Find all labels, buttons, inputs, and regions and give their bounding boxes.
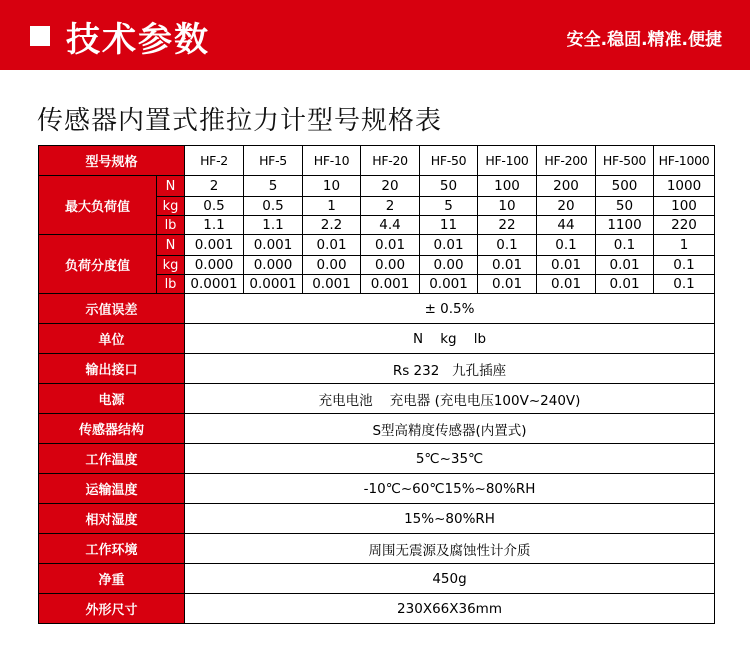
spec-label-cell: 传感器结构	[39, 414, 185, 444]
value-cell: 2.2	[303, 216, 361, 235]
spec-row	[39, 474, 715, 504]
spec-value-cell: 450g	[185, 564, 715, 594]
value-cell: 0.00	[420, 256, 478, 275]
banner-title: 技术参数	[66, 20, 210, 60]
spec-row	[39, 414, 715, 444]
value-cell: 1.1	[244, 216, 303, 235]
value-cell: 0.001	[420, 275, 478, 294]
value-cell: 22	[478, 216, 537, 235]
spec-row	[39, 504, 715, 534]
value-cell: 220	[654, 216, 715, 235]
spec-row	[39, 594, 715, 624]
value-cell: 0.1	[537, 235, 596, 256]
resolution-label-cell: 负荷分度值	[39, 235, 157, 294]
header-banner	[0, 0, 750, 70]
value-cell: 0.00	[303, 256, 361, 275]
unit-cell: kg	[157, 256, 185, 275]
spec-label-cell: 相对湿度	[39, 504, 185, 534]
value-cell: 50	[420, 176, 478, 197]
value-cell: 100	[654, 197, 715, 216]
value-cell: 5	[420, 197, 478, 216]
value-cell: 0.1	[654, 256, 715, 275]
value-cell: 0.1	[596, 235, 654, 256]
value-cell: 0.000	[244, 256, 303, 275]
value-cell: 0.01	[420, 235, 478, 256]
spec-value-cell: -10℃~60℃15%~80%RH	[185, 474, 715, 504]
value-cell: 0.01	[478, 275, 537, 294]
value-cell: 20	[537, 197, 596, 216]
max-load-label-cell: 最大负荷值	[39, 176, 157, 235]
spec-row	[39, 444, 715, 474]
spec-value-cell: S型高精度传感器(内置式)	[185, 414, 715, 444]
value-cell: 44	[537, 216, 596, 235]
model-label-cell: 型号规格	[39, 146, 185, 176]
spec-row	[39, 294, 715, 324]
value-cell: 0.01	[596, 275, 654, 294]
unit-cell: N	[157, 176, 185, 197]
spec-label-cell: 单位	[39, 324, 185, 354]
spec-value-cell: N kg lb	[185, 324, 715, 354]
table-header-row	[39, 146, 715, 176]
value-cell: 10	[478, 197, 537, 216]
value-cell: 0.01	[303, 235, 361, 256]
value-cell: 100	[478, 176, 537, 197]
value-cell: 2	[361, 197, 420, 216]
spec-label-cell: 工作环境	[39, 534, 185, 564]
unit-cell: lb	[157, 275, 185, 294]
model-cell: HF-100	[478, 146, 537, 176]
model-cell: HF-10	[303, 146, 361, 176]
table-row	[39, 176, 715, 197]
value-cell: 2	[185, 176, 244, 197]
spec-value-cell: Rs 232 九孔插座	[185, 354, 715, 384]
spec-table-body	[39, 146, 715, 624]
value-cell: 50	[596, 197, 654, 216]
spec-label-cell: 运输温度	[39, 474, 185, 504]
model-cell: HF-50	[420, 146, 478, 176]
value-cell: 0.0001	[244, 275, 303, 294]
value-cell: 500	[596, 176, 654, 197]
value-cell: 1000	[654, 176, 715, 197]
unit-cell: N	[157, 235, 185, 256]
spec-row	[39, 324, 715, 354]
model-cell: HF-5	[244, 146, 303, 176]
spec-table	[38, 145, 715, 624]
value-cell: 11	[420, 216, 478, 235]
model-cell: HF-20	[361, 146, 420, 176]
value-cell: 0.5	[185, 197, 244, 216]
table-title: 传感器内置式推拉力计型号规格表	[37, 106, 443, 136]
value-cell: 0.000	[185, 256, 244, 275]
value-cell: 0.001	[244, 235, 303, 256]
table-row	[39, 235, 715, 256]
value-cell: 0.01	[537, 275, 596, 294]
unit-cell: lb	[157, 216, 185, 235]
value-cell: 200	[537, 176, 596, 197]
model-cell: HF-1000	[654, 146, 715, 176]
spec-row	[39, 564, 715, 594]
spec-label-cell: 输出接口	[39, 354, 185, 384]
model-cell: HF-500	[596, 146, 654, 176]
spec-label-cell: 净重	[39, 564, 185, 594]
value-cell: 0.01	[596, 256, 654, 275]
spec-label-cell: 工作温度	[39, 444, 185, 474]
spec-label-cell: 外形尺寸	[39, 594, 185, 624]
value-cell: 0.0001	[185, 275, 244, 294]
value-cell: 1.1	[185, 216, 244, 235]
value-cell: 1	[654, 235, 715, 256]
value-cell: 0.1	[654, 275, 715, 294]
model-cell: HF-200	[537, 146, 596, 176]
spec-value-cell: 周围无震源及腐蚀性计介质	[185, 534, 715, 564]
spec-value-cell: 充电电池 充电器 (充电电压100V~240V)	[185, 384, 715, 414]
value-cell: 4.4	[361, 216, 420, 235]
value-cell: 0.1	[478, 235, 537, 256]
spec-value-cell: 230X66X36mm	[185, 594, 715, 624]
model-cell: HF-2	[185, 146, 244, 176]
value-cell: 1	[303, 197, 361, 216]
spec-row	[39, 384, 715, 414]
value-cell: 0.00	[361, 256, 420, 275]
value-cell: 0.5	[244, 197, 303, 216]
square-bullet-icon	[30, 26, 50, 46]
banner-slogan: 安全.稳固.精准.便捷	[566, 30, 722, 50]
spec-label-cell: 电源	[39, 384, 185, 414]
value-cell: 0.01	[478, 256, 537, 275]
spec-label-cell: 示值误差	[39, 294, 185, 324]
spec-value-cell: 5℃~35℃	[185, 444, 715, 474]
value-cell: 0.001	[303, 275, 361, 294]
value-cell: 0.001	[185, 235, 244, 256]
spec-value-cell: ± 0.5%	[185, 294, 715, 324]
value-cell: 0.001	[361, 275, 420, 294]
value-cell: 20	[361, 176, 420, 197]
unit-cell: kg	[157, 197, 185, 216]
spec-row	[39, 534, 715, 564]
value-cell: 5	[244, 176, 303, 197]
value-cell: 1100	[596, 216, 654, 235]
value-cell: 10	[303, 176, 361, 197]
spec-value-cell: 15%~80%RH	[185, 504, 715, 534]
value-cell: 0.01	[361, 235, 420, 256]
value-cell: 0.01	[537, 256, 596, 275]
spec-row	[39, 354, 715, 384]
